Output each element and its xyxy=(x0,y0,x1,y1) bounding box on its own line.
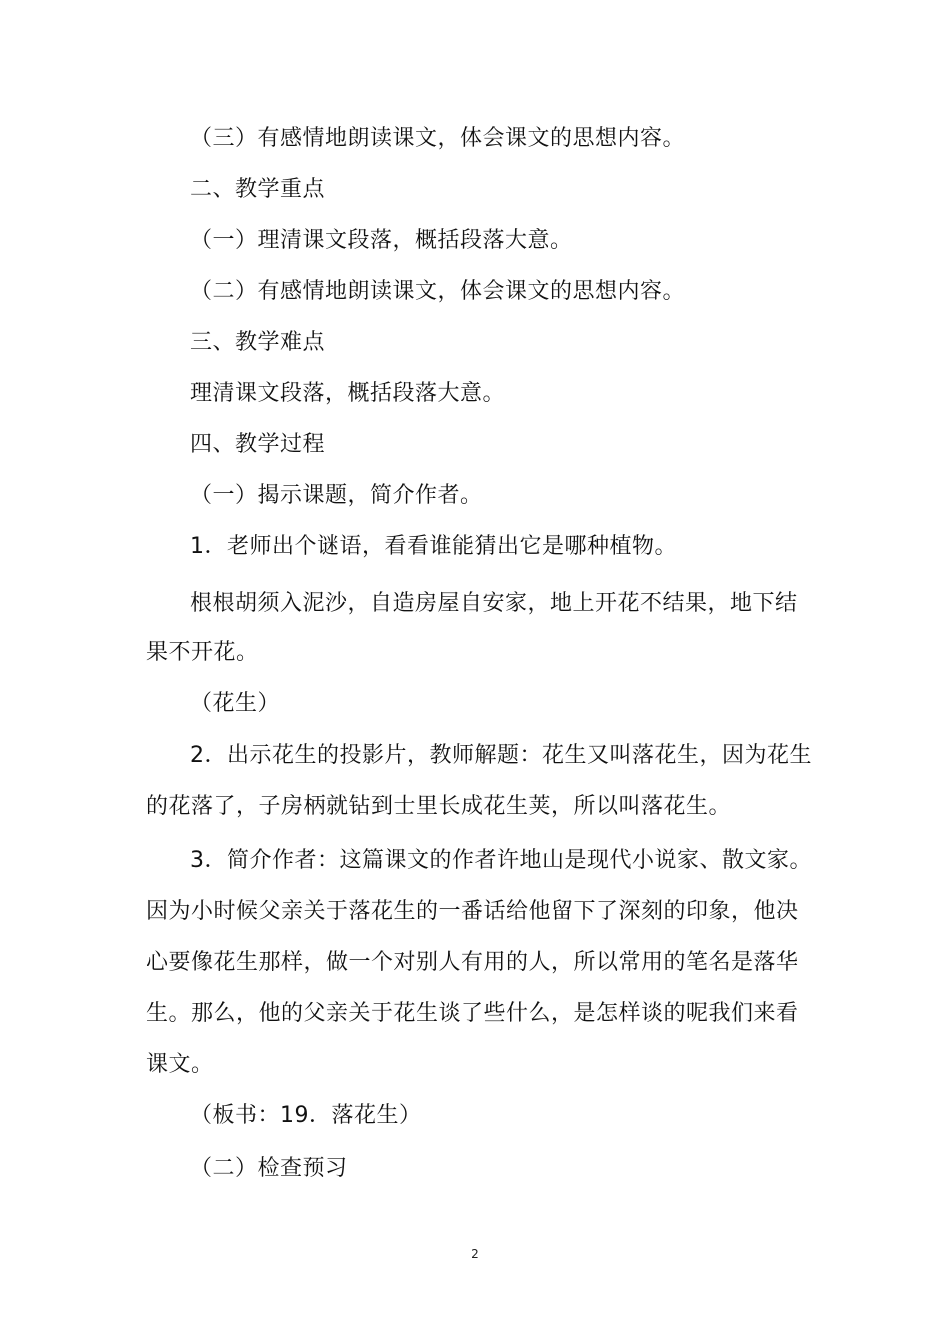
text-line: 1．老师出个谜语，看看谁能猜出它是哪种植物。 xyxy=(190,534,677,559)
text-line: 果不开花。 xyxy=(146,640,259,665)
text-line: （二）检查预习 xyxy=(190,1156,348,1181)
text-line: 根根胡须入泥沙，自造房屋自安家，地上开花不结果，地下结 xyxy=(190,591,798,616)
text-line: （花生） xyxy=(190,691,281,716)
text-line: （三）有感情地朗读课文，体会课文的思想内容。 xyxy=(190,126,686,151)
text-line: 因为小时候父亲关于落花生的一番话给他留下了深刻的印象，他决 xyxy=(146,899,799,924)
text-line: 理清课文段落，概括段落大意。 xyxy=(190,381,506,406)
text-line: 生。那么，他的父亲关于花生谈了些什么，是怎样谈的呢我们来看 xyxy=(146,1001,799,1026)
section-heading: 三、教学难点 xyxy=(190,330,326,355)
text-line: 3．简介作者：这篇课文的作者许地山是现代小说家、散文家。 xyxy=(190,848,812,873)
text-line: （板书：19．落花生） xyxy=(190,1103,422,1128)
text-line: 的花落了，子房柄就钻到士里长成花生荚，所以叫落花生。 xyxy=(146,794,732,819)
page-number: 2 xyxy=(471,1247,479,1261)
text-line: 课文。 xyxy=(146,1052,214,1077)
text-line: （一）揭示课题，简介作者。 xyxy=(190,483,483,508)
text-line: （一）理清课文段落，概括段落大意。 xyxy=(190,228,573,253)
section-heading: 四、教学过程 xyxy=(190,432,326,457)
text-line: 2．出示花生的投影片，教师解题：花生又叫落花生，因为花生 xyxy=(190,743,812,768)
text-line: （二）有感情地朗读课文，体会课文的思想内容。 xyxy=(190,279,686,304)
text-line: 心要像花生那样，做一个对别人有用的人，所以常用的笔名是落华 xyxy=(146,950,799,975)
section-heading: 二、教学重点 xyxy=(190,177,326,202)
